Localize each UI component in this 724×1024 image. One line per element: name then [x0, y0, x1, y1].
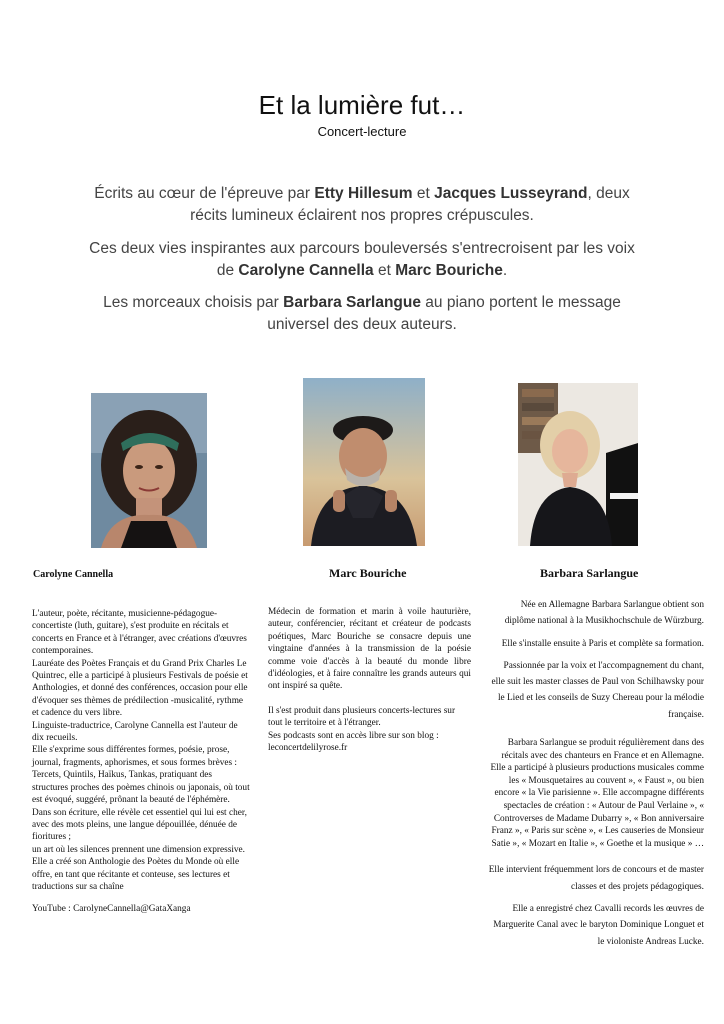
bio-paragraph: Elle intervient fréquemment lors de concours et de master classes et des projets pédagogiques.: [488, 865, 704, 892]
barbara-sarlangue-name: Barbara Sarlangue: [540, 566, 639, 580]
marc-bouriche-bio: [268, 606, 471, 754]
bio-paragraph: Elle a créé son Anthologie des Poètes du Monde où elle offre, en tant que récitante et conteuse, ses lectures et traductions sur sa chaîne: [32, 857, 240, 892]
youtube-channel-link[interactable]: YouTube : CarolyneCannella@GataXanga: [32, 904, 191, 915]
bio-paragraph: Elle a enregistré chez Cavalli records les œuvres de Marguerite Canal avec le baryton Dominique Longuet et le violoniste Andreas Lucke.: [493, 904, 704, 947]
bio-paragraph: Elle s'exprime sous différentes formes, poésie, prose, journal, fragments, aphorismes, et sous formes brèves : Tercets, Quintils, Haïkus, Tankas, pratiquant des structures proches des poèmes chinois ou japonais, où tout est évoqué, suggéré, prônant la beauté de l'éphémère.: [32, 745, 250, 806]
bio-paragraph: Dans son écriture, elle révèle cet essentiel qui lui est cher, avec des mots pleins, une langue dépouillée, dénuée de fioritures ;: [32, 807, 247, 843]
barbara-sarlangue-photo: [518, 383, 638, 546]
carolyne-cannella-photo: [91, 393, 207, 548]
page-subtitle: Concert-lecture: [317, 124, 407, 139]
bio-paragraph: un art où les silences prennent une dimension expressive.: [32, 844, 245, 855]
barbara-sarlangue-bio: [488, 597, 704, 956]
page-title: Et la lumière fut…: [258, 90, 466, 120]
bio-paragraph: Médecin de formation et marin à voile hauturière, auteur, conférencier, récitant et créateur de podcasts poétiques, Marc Bouriche se consacre depuis une vingtaine d'années à la transmission de la poésie comme voie d'accès à la beauté du monde libre d'idéologies, et à faire connaître les grands auteurs qui ont inspiré sa quête.: [268, 607, 471, 692]
bio-paragraph: Ses podcasts sont en accès libre sur son blog :: [268, 730, 439, 741]
bio-paragraph: Passionnée par la voix et l'accompagnement du chant, elle suit les master classes de Paul von Schilhawsky pour le Lied et les conseils de Suzy Chereau pour la mélodie française.: [491, 660, 704, 720]
carolyne-cannella-bio: [32, 608, 250, 916]
bio-paragraph: Lauréate des Poètes Français et du Grand Prix Charles Le Quintrec, elle a participé à plusieurs Festivals de poésie et Anthologies, et donné des conférences, occasion pour elle d'évoquer ses thèmes de prédilection -musicalité, rythme et cadence du vers libre.: [32, 658, 248, 719]
bio-paragraph: Linguiste-traductrice, Carolyne Cannella est l'auteur de dix recueils.: [32, 720, 238, 744]
intro-paragraph-2: Ces deux vies inspirantes aux parcours bouleversés s'entrecroisent par les voix de Carolyne Cannella et Marc Bouriche.: [89, 240, 635, 279]
carolyne-cannella-name: Carolyne Cannella: [33, 569, 114, 580]
blog-link[interactable]: leconcertdelilyrose.fr: [268, 743, 348, 754]
marc-bouriche-name: Marc Bouriche: [329, 566, 407, 580]
bio-paragraph: Elle s'installe ensuite à Paris et complète sa formation.: [501, 638, 704, 649]
marc-bouriche-photo: [303, 378, 425, 546]
bio-paragraph: Barbara Sarlangue se produit régulièrement dans des récitals avec des chanteurs en France et en Allemagne. Elle a participé à plusieurs productions musicales comme les « Mousquetaires au couvent », « Faust », ou bien encore « la Vie parisienne ». Elle accompagne différents spectacles de création : « Autour de Paul Verlaine », « Controverses de Madame Dubarry », « Bon anniversaire Franz », « Paris sur scène », « Les causeries de Monsieur Satie », « Mozart en Italie », « Goethe et la musique » …: [490, 738, 704, 849]
bio-paragraph: Il s'est produit dans plusieurs concerts-lectures sur tout le territoire et à l'étranger.: [268, 705, 456, 729]
intro-paragraph-3: Les morceaux choisis par Barbara Sarlangue au piano portent le message universel des deux auteurs.: [103, 294, 621, 333]
intro-paragraph-1: Écrits au cœur de l'épreuve par Etty Hillesum et Jacques Lusseyrand, deux récits lumineux éclairent nos propres crépuscules.: [94, 185, 630, 224]
bio-paragraph: Née en Allemagne Barbara Sarlangue obtient son diplôme national à la Musikhochschule de Würzburg.: [504, 600, 704, 627]
bio-paragraph: L'auteur, poète, récitante, musicienne-pédagogue-concertiste (luth, guitare), s'est produite en récitals et concerts en France et à l'étranger, avec créations d'œuvres contemporaines.: [32, 609, 247, 657]
